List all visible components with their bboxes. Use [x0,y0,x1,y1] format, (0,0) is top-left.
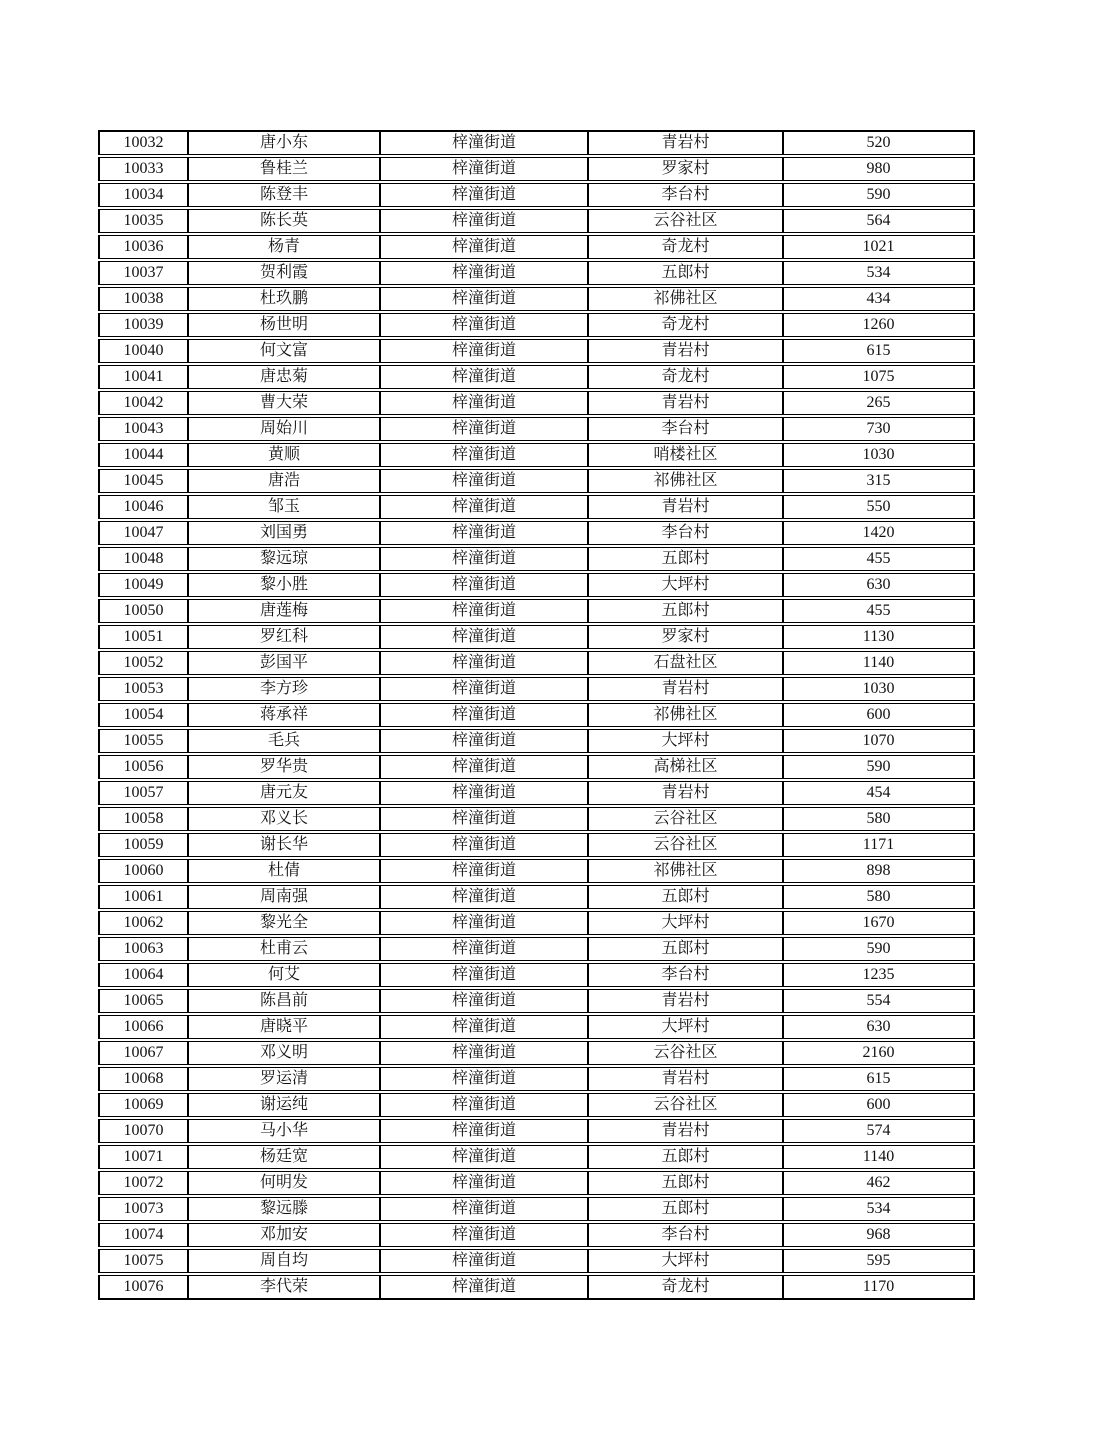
cell-person-name: 罗运清 [188,1067,380,1091]
cell-serial-number: 10049 [98,573,188,597]
cell-serial-number: 10061 [98,885,188,909]
cell-amount: 534 [783,1197,975,1221]
table-row [98,391,975,415]
cell-village: 云谷社区 [588,209,783,233]
cell-serial-number: 10037 [98,261,188,285]
cell-amount: 980 [783,157,975,181]
cell-village: 青岩村 [588,391,783,415]
cell-person-name: 黄顺 [188,443,380,467]
table-row [98,963,975,987]
cell-serial-number: 10052 [98,651,188,675]
cell-village: 五郎村 [588,1171,783,1195]
table-row [98,1197,975,1221]
cell-subdistrict: 梓潼街道 [380,625,588,649]
cell-village: 罗家村 [588,157,783,181]
cell-serial-number: 10043 [98,417,188,441]
cell-person-name: 陈昌前 [188,989,380,1013]
cell-subdistrict: 梓潼街道 [380,417,588,441]
cell-person-name: 何艾 [188,963,380,987]
cell-person-name: 黎小胜 [188,573,380,597]
cell-amount: 534 [783,261,975,285]
cell-subdistrict: 梓潼街道 [380,989,588,1013]
cell-amount: 1130 [783,625,975,649]
table-row [98,859,975,883]
cell-village: 五郎村 [588,547,783,571]
cell-amount: 520 [783,130,975,155]
cell-amount: 265 [783,391,975,415]
cell-amount: 1030 [783,677,975,701]
cell-amount: 590 [783,183,975,207]
cell-subdistrict: 梓潼街道 [380,547,588,571]
cell-amount: 1260 [783,313,975,337]
cell-serial-number: 10060 [98,859,188,883]
cell-amount: 600 [783,703,975,727]
cell-amount: 564 [783,209,975,233]
table-row [98,1275,975,1300]
cell-subdistrict: 梓潼街道 [380,1197,588,1221]
cell-amount: 1171 [783,833,975,857]
roster-table-body [98,130,975,1300]
cell-person-name: 杜玖鹏 [188,287,380,311]
table-row [98,651,975,675]
cell-amount: 590 [783,755,975,779]
cell-serial-number: 10069 [98,1093,188,1117]
cell-person-name: 毛兵 [188,729,380,753]
table-row [98,729,975,753]
table-row [98,989,975,1013]
cell-serial-number: 10033 [98,157,188,181]
cell-amount: 1140 [783,651,975,675]
cell-person-name: 黎远滕 [188,1197,380,1221]
cell-serial-number: 10065 [98,989,188,1013]
cell-village: 五郎村 [588,599,783,623]
cell-person-name: 唐小东 [188,130,380,155]
cell-amount: 1670 [783,911,975,935]
cell-village: 五郎村 [588,1145,783,1169]
cell-village: 青岩村 [588,1119,783,1143]
cell-village: 青岩村 [588,1067,783,1091]
cell-amount: 1420 [783,521,975,545]
cell-person-name: 贺利霞 [188,261,380,285]
cell-serial-number: 10039 [98,313,188,337]
cell-amount: 455 [783,547,975,571]
cell-person-name: 曹大荣 [188,391,380,415]
cell-subdistrict: 梓潼街道 [380,1093,588,1117]
table-row [98,157,975,181]
cell-amount: 730 [783,417,975,441]
table-row [98,937,975,961]
cell-subdistrict: 梓潼街道 [380,157,588,181]
cell-subdistrict: 梓潼街道 [380,859,588,883]
table-row [98,833,975,857]
cell-person-name: 刘国勇 [188,521,380,545]
cell-amount: 315 [783,469,975,493]
table-row [98,755,975,779]
cell-subdistrict: 梓潼街道 [380,833,588,857]
cell-subdistrict: 梓潼街道 [380,1067,588,1091]
cell-subdistrict: 梓潼街道 [380,911,588,935]
cell-serial-number: 10048 [98,547,188,571]
table-row [98,339,975,363]
cell-person-name: 何文富 [188,339,380,363]
cell-subdistrict: 梓潼街道 [380,677,588,701]
cell-amount: 2160 [783,1041,975,1065]
cell-village: 五郎村 [588,1197,783,1221]
cell-amount: 434 [783,287,975,311]
cell-amount: 462 [783,1171,975,1195]
cell-subdistrict: 梓潼街道 [380,235,588,259]
cell-subdistrict: 梓潼街道 [380,885,588,909]
cell-person-name: 邓加安 [188,1223,380,1247]
table-row [98,781,975,805]
table-row [98,130,975,155]
cell-serial-number: 10057 [98,781,188,805]
cell-village: 李台村 [588,417,783,441]
cell-subdistrict: 梓潼街道 [380,130,588,155]
cell-serial-number: 10054 [98,703,188,727]
table-row [98,573,975,597]
cell-village: 奇龙村 [588,235,783,259]
cell-serial-number: 10053 [98,677,188,701]
cell-amount: 615 [783,1067,975,1091]
cell-subdistrict: 梓潼街道 [380,287,588,311]
cell-person-name: 罗华贵 [188,755,380,779]
cell-village: 高梯社区 [588,755,783,779]
cell-person-name: 杨世明 [188,313,380,337]
cell-person-name: 唐忠菊 [188,365,380,389]
cell-amount: 580 [783,807,975,831]
cell-amount: 454 [783,781,975,805]
cell-serial-number: 10055 [98,729,188,753]
cell-village: 大坪村 [588,573,783,597]
cell-village: 奇龙村 [588,313,783,337]
cell-person-name: 陈登丰 [188,183,380,207]
cell-amount: 1170 [783,1275,975,1300]
cell-person-name: 周自均 [188,1249,380,1273]
table-row [98,183,975,207]
cell-person-name: 鲁桂兰 [188,157,380,181]
cell-subdistrict: 梓潼街道 [380,1015,588,1039]
table-row [98,1067,975,1091]
cell-serial-number: 10046 [98,495,188,519]
table-row [98,911,975,935]
cell-amount: 550 [783,495,975,519]
cell-amount: 1021 [783,235,975,259]
cell-serial-number: 10051 [98,625,188,649]
cell-serial-number: 10056 [98,755,188,779]
cell-amount: 630 [783,1015,975,1039]
cell-subdistrict: 梓潼街道 [380,1223,588,1247]
cell-serial-number: 10071 [98,1145,188,1169]
cell-serial-number: 10073 [98,1197,188,1221]
roster-table [98,128,975,1302]
cell-person-name: 马小华 [188,1119,380,1143]
cell-person-name: 蒋承祥 [188,703,380,727]
table-row [98,443,975,467]
cell-village: 五郎村 [588,885,783,909]
cell-serial-number: 10058 [98,807,188,831]
cell-amount: 1075 [783,365,975,389]
cell-serial-number: 10075 [98,1249,188,1273]
cell-serial-number: 10040 [98,339,188,363]
cell-serial-number: 10036 [98,235,188,259]
cell-serial-number: 10066 [98,1015,188,1039]
cell-serial-number: 10032 [98,130,188,155]
cell-person-name: 彭国平 [188,651,380,675]
cell-person-name: 黎光全 [188,911,380,935]
cell-village: 青岩村 [588,781,783,805]
cell-person-name: 杜倩 [188,859,380,883]
cell-amount: 1235 [783,963,975,987]
cell-serial-number: 10064 [98,963,188,987]
table-row [98,209,975,233]
cell-amount: 1070 [783,729,975,753]
cell-village: 云谷社区 [588,1041,783,1065]
cell-village: 大坪村 [588,1249,783,1273]
cell-village: 祁佛社区 [588,287,783,311]
cell-subdistrict: 梓潼街道 [380,599,588,623]
cell-person-name: 杨廷宽 [188,1145,380,1169]
cell-subdistrict: 梓潼街道 [380,521,588,545]
cell-village: 李台村 [588,183,783,207]
cell-person-name: 罗红科 [188,625,380,649]
cell-serial-number: 10045 [98,469,188,493]
cell-subdistrict: 梓潼街道 [380,963,588,987]
table-row [98,1015,975,1039]
cell-serial-number: 10047 [98,521,188,545]
cell-person-name: 杜甫云 [188,937,380,961]
cell-amount: 898 [783,859,975,883]
cell-village: 青岩村 [588,130,783,155]
cell-person-name: 邹玉 [188,495,380,519]
table-row [98,703,975,727]
cell-amount: 615 [783,339,975,363]
cell-village: 奇龙村 [588,365,783,389]
cell-subdistrict: 梓潼街道 [380,755,588,779]
cell-amount: 595 [783,1249,975,1273]
cell-person-name: 李方珍 [188,677,380,701]
cell-person-name: 李代荣 [188,1275,380,1300]
table-row [98,521,975,545]
table-row [98,287,975,311]
cell-serial-number: 10042 [98,391,188,415]
table-row [98,417,975,441]
cell-village: 青岩村 [588,989,783,1013]
cell-village: 青岩村 [588,677,783,701]
table-row [98,1171,975,1195]
table-row [98,1119,975,1143]
cell-amount: 1140 [783,1145,975,1169]
cell-amount: 1030 [783,443,975,467]
cell-village: 大坪村 [588,1015,783,1039]
cell-serial-number: 10059 [98,833,188,857]
cell-serial-number: 10076 [98,1275,188,1300]
cell-person-name: 唐浩 [188,469,380,493]
table-row [98,807,975,831]
cell-village: 李台村 [588,521,783,545]
cell-serial-number: 10044 [98,443,188,467]
cell-subdistrict: 梓潼街道 [380,495,588,519]
cell-serial-number: 10035 [98,209,188,233]
cell-amount: 590 [783,937,975,961]
cell-serial-number: 10068 [98,1067,188,1091]
cell-subdistrict: 梓潼街道 [380,365,588,389]
table-row [98,1041,975,1065]
cell-village: 祁佛社区 [588,859,783,883]
cell-village: 五郎村 [588,937,783,961]
cell-serial-number: 10074 [98,1223,188,1247]
table-row [98,1249,975,1273]
table-row [98,625,975,649]
cell-subdistrict: 梓潼街道 [380,781,588,805]
cell-person-name: 周南强 [188,885,380,909]
cell-subdistrict: 梓潼街道 [380,729,588,753]
table-row [98,599,975,623]
cell-village: 青岩村 [588,339,783,363]
table-row [98,235,975,259]
cell-village: 祁佛社区 [588,703,783,727]
table-row [98,313,975,337]
cell-person-name: 谢运纯 [188,1093,380,1117]
cell-serial-number: 10063 [98,937,188,961]
cell-amount: 554 [783,989,975,1013]
cell-person-name: 邓义长 [188,807,380,831]
table-row [98,365,975,389]
table-row [98,261,975,285]
cell-amount: 968 [783,1223,975,1247]
cell-person-name: 邓义明 [188,1041,380,1065]
cell-subdistrict: 梓潼街道 [380,313,588,337]
cell-subdistrict: 梓潼街道 [380,807,588,831]
cell-subdistrict: 梓潼街道 [380,339,588,363]
cell-village: 哨楼社区 [588,443,783,467]
cell-person-name: 谢长华 [188,833,380,857]
cell-village: 李台村 [588,1223,783,1247]
table-row [98,1145,975,1169]
cell-village: 青岩村 [588,495,783,519]
cell-serial-number: 10062 [98,911,188,935]
cell-serial-number: 10070 [98,1119,188,1143]
cell-person-name: 周始川 [188,417,380,441]
cell-subdistrict: 梓潼街道 [380,573,588,597]
table-row [98,547,975,571]
cell-serial-number: 10072 [98,1171,188,1195]
cell-village: 五郎村 [588,261,783,285]
cell-subdistrict: 梓潼街道 [380,1171,588,1195]
cell-village: 云谷社区 [588,833,783,857]
table-row [98,1223,975,1247]
cell-amount: 455 [783,599,975,623]
cell-village: 奇龙村 [588,1275,783,1300]
cell-village: 李台村 [588,963,783,987]
cell-subdistrict: 梓潼街道 [380,703,588,727]
cell-person-name: 陈长英 [188,209,380,233]
cell-amount: 630 [783,573,975,597]
cell-village: 罗家村 [588,625,783,649]
cell-serial-number: 10034 [98,183,188,207]
cell-subdistrict: 梓潼街道 [380,209,588,233]
cell-person-name: 黎远琼 [188,547,380,571]
cell-subdistrict: 梓潼街道 [380,391,588,415]
cell-village: 大坪村 [588,911,783,935]
cell-serial-number: 10050 [98,599,188,623]
cell-village: 大坪村 [588,729,783,753]
cell-serial-number: 10038 [98,287,188,311]
cell-subdistrict: 梓潼街道 [380,1275,588,1300]
cell-village: 云谷社区 [588,807,783,831]
cell-village: 祁佛社区 [588,469,783,493]
table-row [98,469,975,493]
cell-subdistrict: 梓潼街道 [380,1249,588,1273]
cell-village: 云谷社区 [588,1093,783,1117]
cell-subdistrict: 梓潼街道 [380,651,588,675]
table-row [98,885,975,909]
cell-serial-number: 10067 [98,1041,188,1065]
cell-person-name: 何明发 [188,1171,380,1195]
cell-person-name: 唐莲梅 [188,599,380,623]
cell-subdistrict: 梓潼街道 [380,1119,588,1143]
table-row [98,677,975,701]
cell-serial-number: 10041 [98,365,188,389]
cell-subdistrict: 梓潼街道 [380,937,588,961]
cell-person-name: 杨青 [188,235,380,259]
cell-person-name: 唐晓平 [188,1015,380,1039]
cell-subdistrict: 梓潼街道 [380,261,588,285]
cell-subdistrict: 梓潼街道 [380,1041,588,1065]
cell-person-name: 唐元友 [188,781,380,805]
cell-amount: 574 [783,1119,975,1143]
cell-subdistrict: 梓潼街道 [380,1145,588,1169]
cell-village: 石盘社区 [588,651,783,675]
cell-subdistrict: 梓潼街道 [380,183,588,207]
table-row [98,1093,975,1117]
cell-amount: 580 [783,885,975,909]
cell-subdistrict: 梓潼街道 [380,469,588,493]
cell-amount: 600 [783,1093,975,1117]
table-row [98,495,975,519]
cell-subdistrict: 梓潼街道 [380,443,588,467]
